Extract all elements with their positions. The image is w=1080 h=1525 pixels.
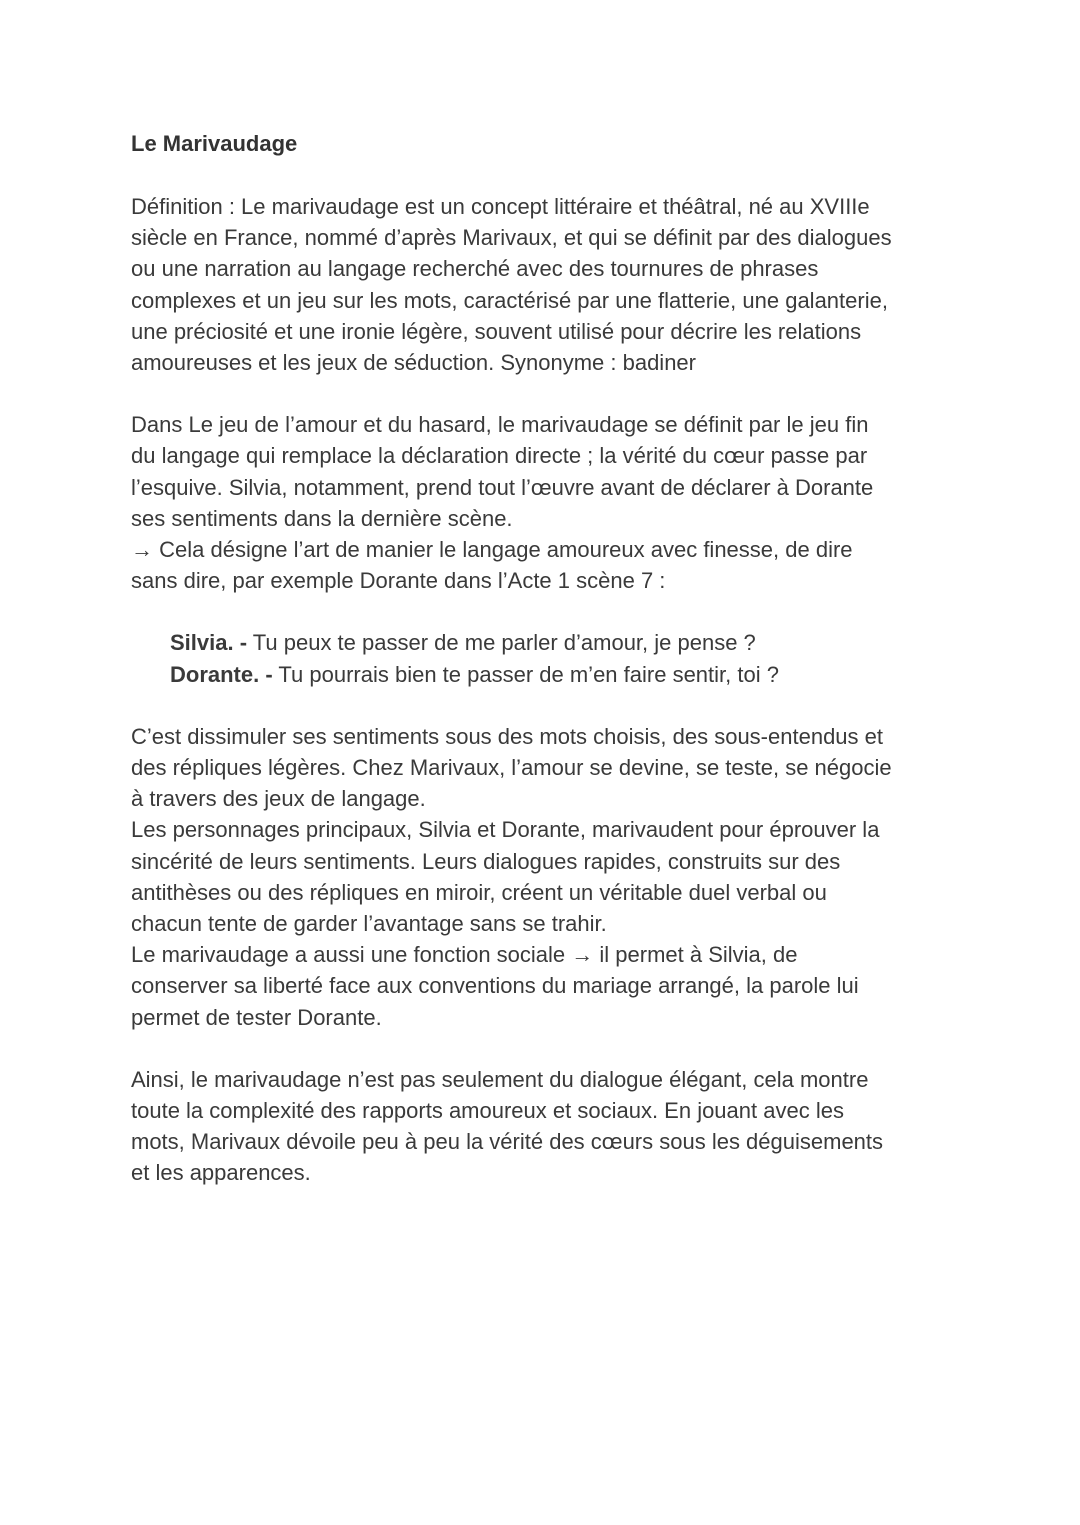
- dialogue-line: [170, 659, 961, 690]
- analysis-line: antithèses ou des répliques en miroir, créent un véritable duel verbal ou: [131, 879, 827, 905]
- analysis-line: à travers des jeux de langage.: [131, 786, 426, 812]
- document-page: [131, 127, 961, 1189]
- analysis-line: Les personnages principaux, Silvia et Dorante, marivaudent pour éprouver la: [131, 817, 880, 843]
- spacer: [131, 596, 961, 627]
- definition-line: amoureuses et les jeux de séduction. Synonyme : badiner: [131, 350, 696, 376]
- analysis-line: chacun tente de garder l’avantage sans se trahir.: [131, 911, 607, 937]
- definition-line: Définition : Le marivaudage est un concept littéraire et théâtral, né au XVIIIe: [131, 194, 870, 219]
- spacer: [131, 378, 961, 409]
- analysis-line: des répliques légères. Chez Marivaux, l’amour se devine, se teste, se négocie: [131, 755, 892, 781]
- definition-line: une préciosité et une ironie légère, souvent utilisé pour décrire les relations: [131, 318, 862, 344]
- dialogue-text: Tu pourrais bien te passer de m’en faire sentir, toi ?: [272, 661, 779, 687]
- play-paragraph: [131, 409, 961, 596]
- definition-line: siècle en France, nommé d’après Marivaux, et qui se définit par des dialogues: [131, 225, 892, 251]
- play-paragraph-line: ses sentiments dans la dernière scène.: [131, 505, 513, 531]
- dialogue-text: Tu peux te passer de me parler d’amour, je pense ?: [247, 630, 756, 656]
- speaker-name: Silvia. -: [170, 630, 248, 656]
- document-title: Le Marivaudage: [131, 131, 298, 156]
- play-paragraph-line: du langage qui remplace la déclaration directe ; la vérité du cœur passe par: [131, 443, 868, 469]
- play-paragraph-line: Dans Le jeu de l’amour et du hasard, le marivaudage se définit par le jeu fin: [131, 412, 869, 438]
- conclusion-line: Ainsi, le marivaudage n’est pas seulement du dialogue élégant, cela montre: [131, 1066, 869, 1092]
- analysis-line: conserver sa liberté face aux conventions du mariage arrangé, la parole lui: [131, 973, 859, 999]
- definition-paragraph: [131, 191, 961, 378]
- conclusion-line: mots, Marivaux dévoile peu à peu la vérité des cœurs sous les déguisements: [131, 1129, 884, 1155]
- analysis-paragraph: [131, 721, 961, 1033]
- analysis-line: permet de tester Dorante.: [131, 1004, 382, 1030]
- spacer: [131, 690, 961, 721]
- conclusion-paragraph: [131, 1064, 961, 1189]
- dialogue-quote: [131, 627, 961, 689]
- play-paragraph-line: sans dire, par exemple Dorante dans l’Acte 1 scène 7 :: [131, 568, 666, 594]
- analysis-line: sincérité de leurs sentiments. Leurs dialogues rapides, construits sur des: [131, 848, 841, 874]
- conclusion-line: et les apparences.: [131, 1160, 311, 1186]
- spacer: [131, 1033, 961, 1064]
- analysis-line: Le marivaudage a aussi une fonction sociale → il permet à Silvia, de: [131, 942, 798, 968]
- play-paragraph-line: l’esquive. Silvia, notamment, prend tout l’œuvre avant de déclarer à Dorante: [131, 474, 874, 500]
- play-paragraph-line: → Cela désigne l’art de manier le langage amoureux avec finesse, de dire: [131, 537, 853, 563]
- analysis-line: C’est dissimuler ses sentiments sous des mots choisis, des sous-entendus et: [131, 723, 883, 749]
- spacer: [131, 160, 961, 191]
- definition-line: complexes et un jeu sur les mots, caractérisé par une flatterie, une galanterie,: [131, 287, 888, 313]
- conclusion-line: toute la complexité des rapports amoureux et sociaux. En jouant avec les: [131, 1098, 844, 1124]
- speaker-name: Dorante. -: [170, 661, 273, 687]
- definition-line: ou une narration au langage recherché avec des tournures de phrases: [131, 256, 819, 282]
- dialogue-line: [170, 627, 961, 658]
